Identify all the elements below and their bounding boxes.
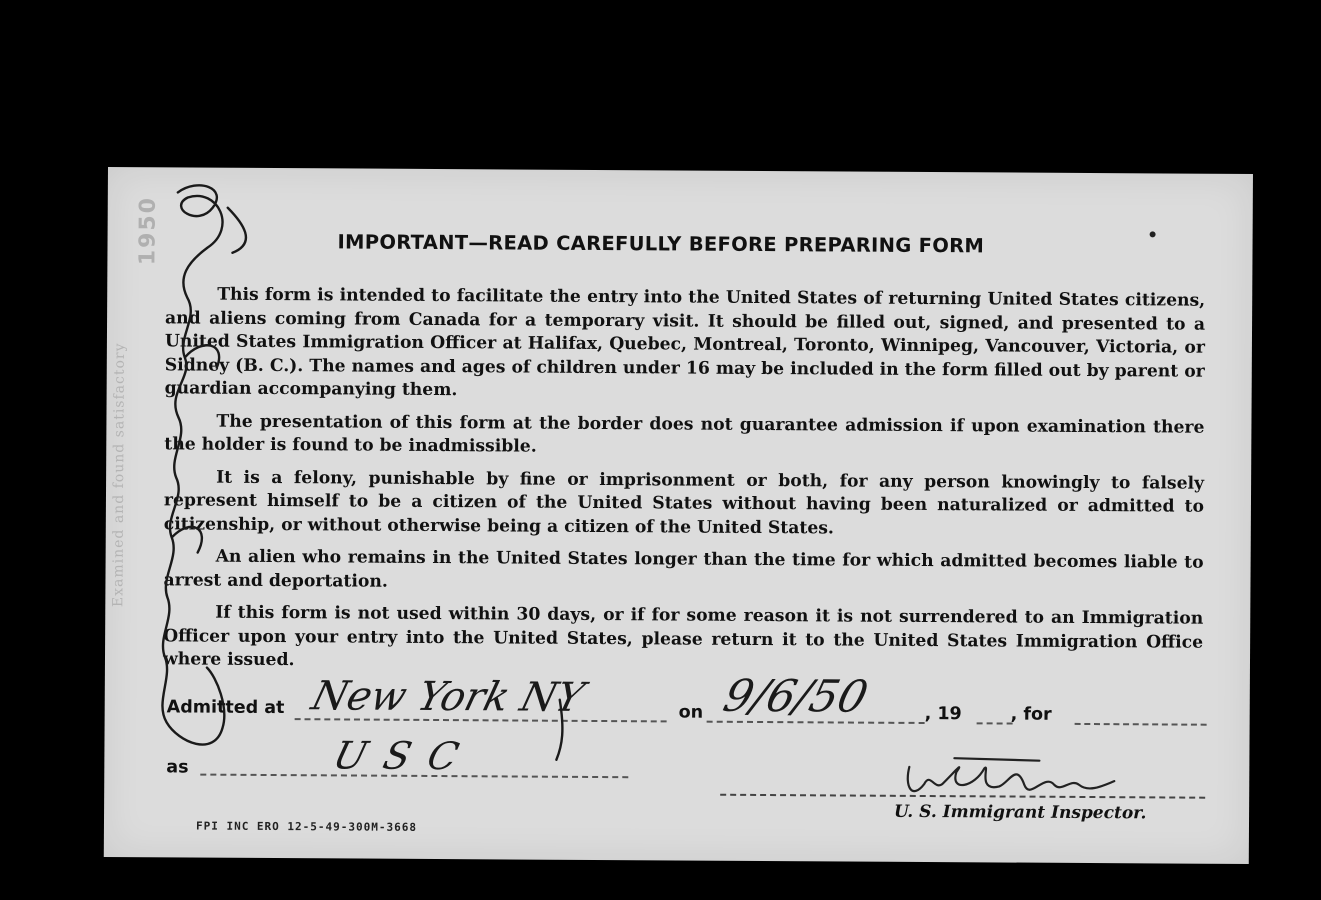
date-value: 9/6/50 [718, 670, 873, 723]
inspector-signature [908, 758, 1115, 792]
for-label: , for [1010, 704, 1052, 725]
year-label: , 19 [924, 703, 962, 725]
as-label: as [166, 757, 189, 778]
underline-stroke [556, 700, 562, 760]
form-code: FPI INC ERO 12-5-49-300M-3668 [195, 819, 418, 834]
immigration-form-card [104, 167, 1253, 864]
instruction-paragraph: If this form is not used within 30 days, or if for some reason it is not surrendered to an Immigration Officer upon your entry into the United States, please return it to the United States Immigration Office where issued. [162, 602, 1204, 671]
instruction-paragraph: The presentation of this form at the border does not guarantee admission if upon examination there the holder is found to be inadmissible. [164, 411, 1205, 457]
stamp-year: 1950 [135, 195, 161, 266]
signatures-svg [104, 167, 1253, 864]
instruction-paragraph: An alien who remains in the United States longer than the time for which admitted becomes liable to arrest and deportation. [163, 546, 1204, 592]
as-value: USC [328, 733, 482, 779]
stamp-text: Examined and found satisfactory [110, 342, 128, 608]
admitted-at-value: New York NY [306, 673, 589, 721]
instruction-paragraph: It is a felony, punishable by fine or imprisonment or both, for any person knowingly to falsely represent himself to be a citizen of the United States without having been naturalized or admitted to citizenship, or without otherwise being a citizen of the United States. [163, 467, 1205, 538]
inspector-label: U. S. Immigrant Inspector. [894, 801, 1147, 824]
on-label: on [678, 702, 704, 723]
admitted-at-label: Admitted at [166, 697, 285, 719]
form-heading: IMPORTANT—READ CAREFULLY BEFORE PREPARING FORM [337, 230, 985, 258]
instruction-paragraph: This form is intended to facilitate the entry into the United States of returning United States citizens, and aliens coming from Canada for a temporary visit. It should be filled out, signed, and presented to a United States Immigration Officer at Halifax, Quebec, Montreal, Toronto, Winnipeg, Vancouver, Victoria, or Sidney (B. C.). The names and ages of children under 16 may be included in the form filled out by parent or guardian accompanying them. [164, 284, 1206, 401]
margin-signature [162, 185, 246, 745]
